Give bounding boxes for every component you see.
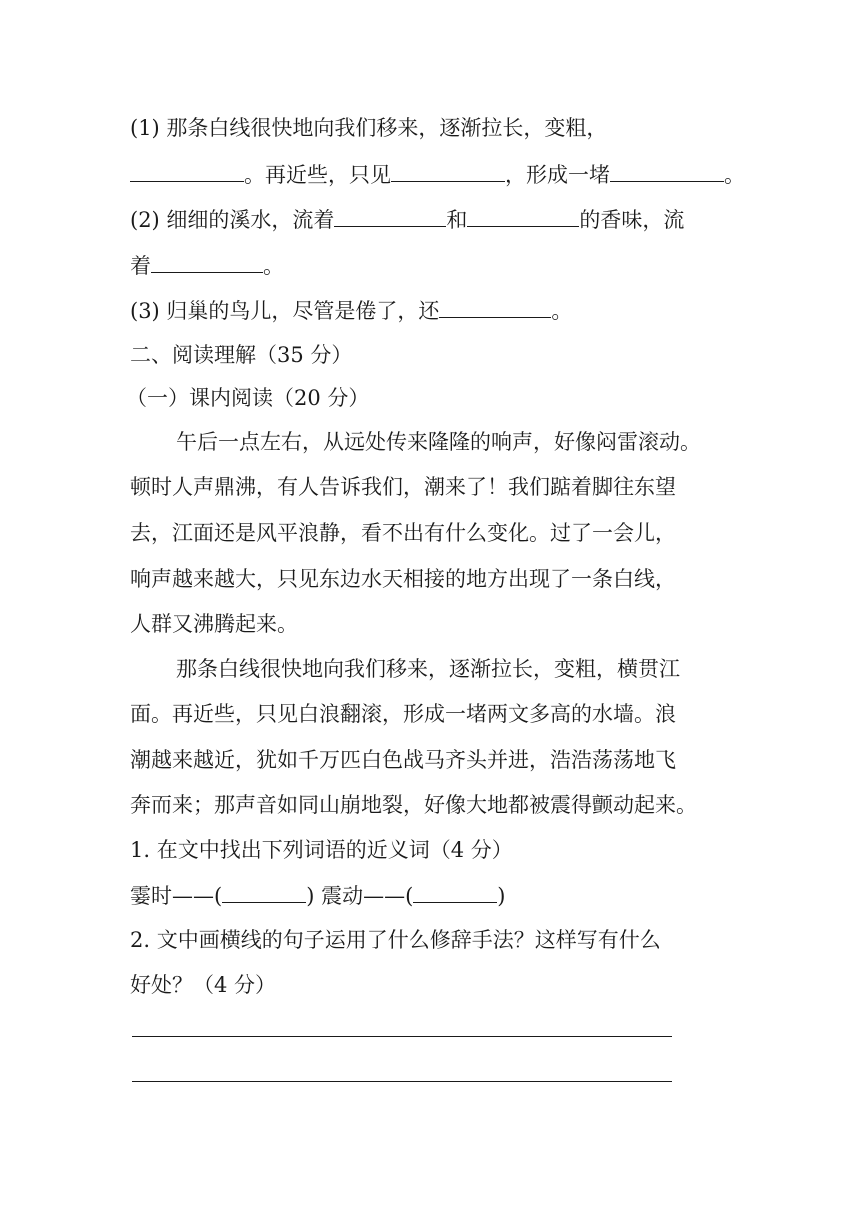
answer-line[interactable] bbox=[132, 1036, 672, 1037]
passage-line: 那条白线很快地向我们移来，逐渐拉长，变粗，横贯江 bbox=[176, 657, 680, 681]
answer-blank[interactable] bbox=[439, 295, 551, 318]
answer-blank[interactable] bbox=[413, 880, 497, 903]
answer-blank[interactable] bbox=[151, 250, 263, 273]
passage-line: 午后一点左右，从远处传来隆隆的响声，好像闷雷滚动。 bbox=[176, 430, 701, 454]
answer-blank[interactable] bbox=[130, 159, 244, 182]
answer-blank[interactable] bbox=[467, 204, 579, 227]
passage-line: 潮越来越近，犹如千万匹白色战马齐头并进，浩浩荡荡地飞 bbox=[130, 748, 676, 772]
answer-blank[interactable] bbox=[222, 880, 306, 903]
fill-question-3: (3) 归巢的鸟儿，尽管是倦了，还 。 bbox=[130, 295, 572, 326]
question-2-line-2: 好处？（4 分） bbox=[130, 973, 277, 997]
fill-question-1-line-2: 。再近些，只见 ，形成一堵 。 bbox=[130, 159, 745, 190]
question-2-line-1: 2. 文中画横线的句子运用了什么修辞手法？这样写有什么 bbox=[130, 928, 661, 952]
passage-line: 响声越来越大，只见东边水天相接的地方出现了一条白线， bbox=[130, 567, 676, 591]
section-heading: 二、阅读理解（35 分） bbox=[130, 343, 353, 367]
fill-question-2-line-1: (2) 细细的溪水，流着 和 的香味，流 bbox=[130, 204, 684, 235]
passage-line: 奔而来；那声音如同山崩地裂，好像大地都被震得颤动起来。 bbox=[130, 793, 697, 817]
passage-line: 顿时人声鼎沸，有人告诉我们，潮来了！我们踮着脚往东望 bbox=[130, 475, 676, 499]
passage-line: 人群又沸腾起来。 bbox=[130, 612, 298, 636]
passage-line: 面。再近些，只见白浪翻滚，形成一堵两文多高的水墙。浪 bbox=[130, 702, 676, 726]
answer-blank[interactable] bbox=[610, 159, 724, 182]
answer-blank[interactable] bbox=[391, 159, 505, 182]
fill-question-1-line-1: (1) 那条白线很快地向我们移来，逐渐拉长，变粗， bbox=[130, 116, 608, 140]
answer-line[interactable] bbox=[132, 1081, 672, 1082]
sub-section-heading: （一）课内阅读（20 分） bbox=[126, 386, 370, 410]
fill-question-2-line-2: 着 。 bbox=[130, 250, 284, 281]
answer-blank[interactable] bbox=[334, 204, 446, 227]
question-1-title: 1. 在文中找出下列词语的近义词（4 分） bbox=[130, 838, 513, 862]
passage-line: 去，江面还是风平浪静，看不出有什么变化。过了一会儿， bbox=[130, 521, 676, 545]
question-1-items: 霎时——( ) 震动——( ) bbox=[130, 880, 505, 911]
